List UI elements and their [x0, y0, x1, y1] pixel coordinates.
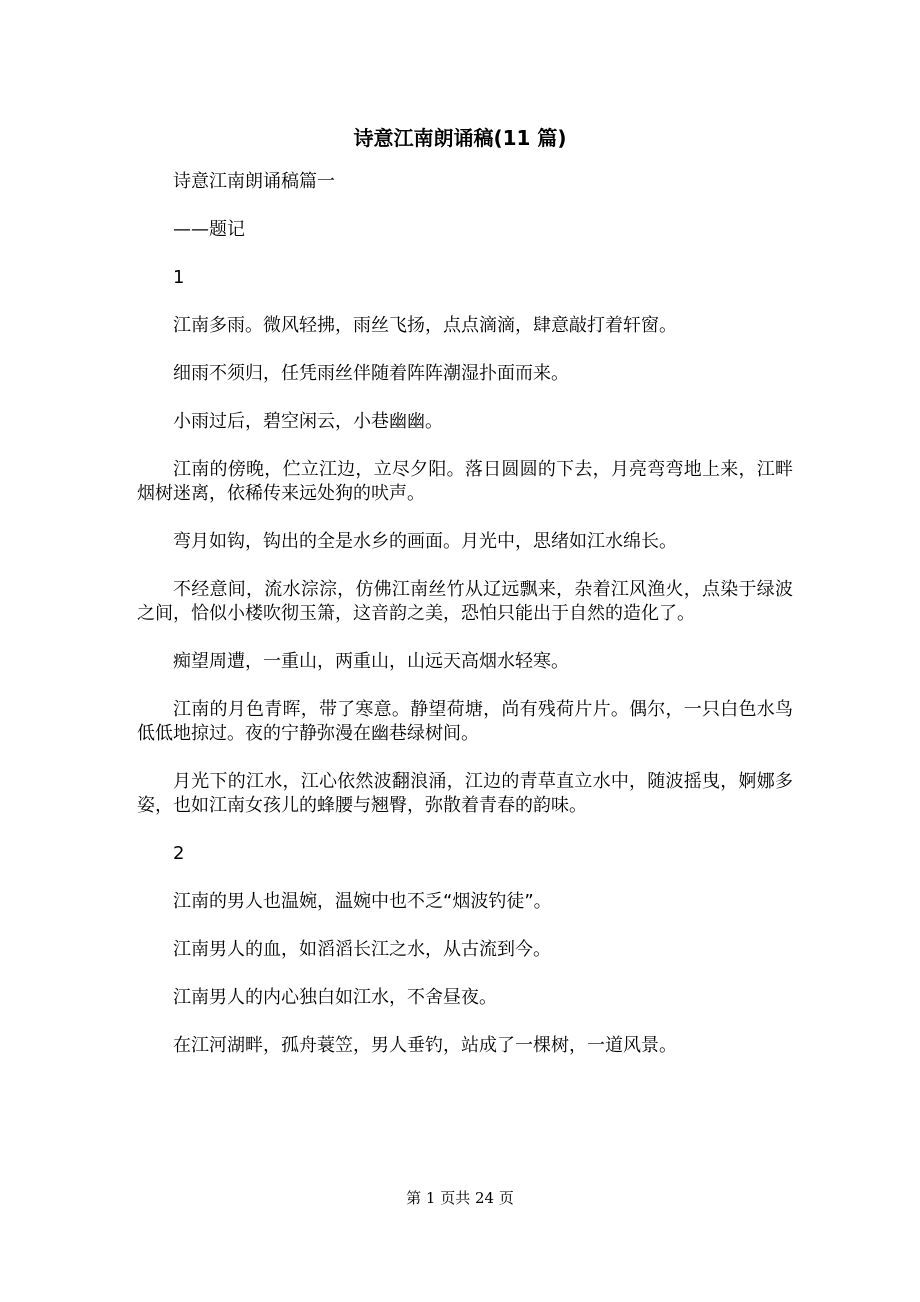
paragraph: 月光下的江水，江心依然波翻浪涌，江边的青草直立水中，随波摇曳，婀娜多姿，也如江南女孩儿的蜂腰与翘臀，弥散着青春的韵味。 — [137, 771, 793, 816]
paragraph-heading: 诗意江南朗诵稿篇一 — [173, 171, 335, 192]
paragraph: 不经意间，流水淙淙，仿佛江南丝竹从辽远飘来，杂着江风渔火，点染于绿波之间，恰似小楼吹彻玉箫，这音韵之美，恐怕只能出于自然的造化了。 — [137, 579, 793, 624]
paragraph: 江南的男人也温婉，温婉中也不乏“烟波钓徒”。 — [173, 891, 552, 912]
paragraph: 弯月如钩，钩出的全是水乡的画面。月光中，思绪如江水绵长。 — [173, 531, 677, 552]
paragraph: 在江河湖畔，孤舟蓑笠，男人垂钓，站成了一棵树，一道风景。 — [173, 1035, 677, 1056]
paragraph: 小雨过后，碧空闲云，小巷幽幽。 — [173, 411, 443, 432]
section-number: 2 — [173, 843, 185, 864]
document-title: 诗意江南朗诵稿(11 篇) — [353, 126, 567, 150]
paragraph: 江南的月色青晖，带了寒意。静望荷塘，尚有残荷片片。偶尔，一只白色水鸟低低地掠过。夜的宁静弥漫在幽巷绿树间。 — [137, 699, 793, 744]
paragraph: 痴望周遭，一重山，两重山，山远天高烟水轻寒。 — [173, 651, 569, 672]
paragraph: 细雨不须归，任凭雨丝伴随着阵阵潮湿扑面而来。 — [173, 363, 569, 384]
paragraph: 江南男人的血，如滔滔长江之水，从古流到今。 — [173, 939, 551, 960]
paragraph-epigraph: ——题记 — [173, 219, 245, 240]
paragraph: 江南男人的内心独白如江水，不舍昼夜。 — [173, 987, 497, 1008]
document-body — [137, 170, 793, 1082]
paragraph: 江南的傍晚，伫立江边，立尽夕阳。落日圆圆的下去，月亮弯弯地上来，江畔烟树迷离，依稀传来远处狗的吠声。 — [137, 459, 793, 504]
section-number: 1 — [173, 267, 185, 288]
paragraph: 江南多雨。微风轻拂，雨丝飞扬，点点滴滴，肆意敲打着轩窗。 — [173, 315, 677, 336]
page-number-footer: 第 1 页共 24 页 — [406, 1189, 514, 1207]
